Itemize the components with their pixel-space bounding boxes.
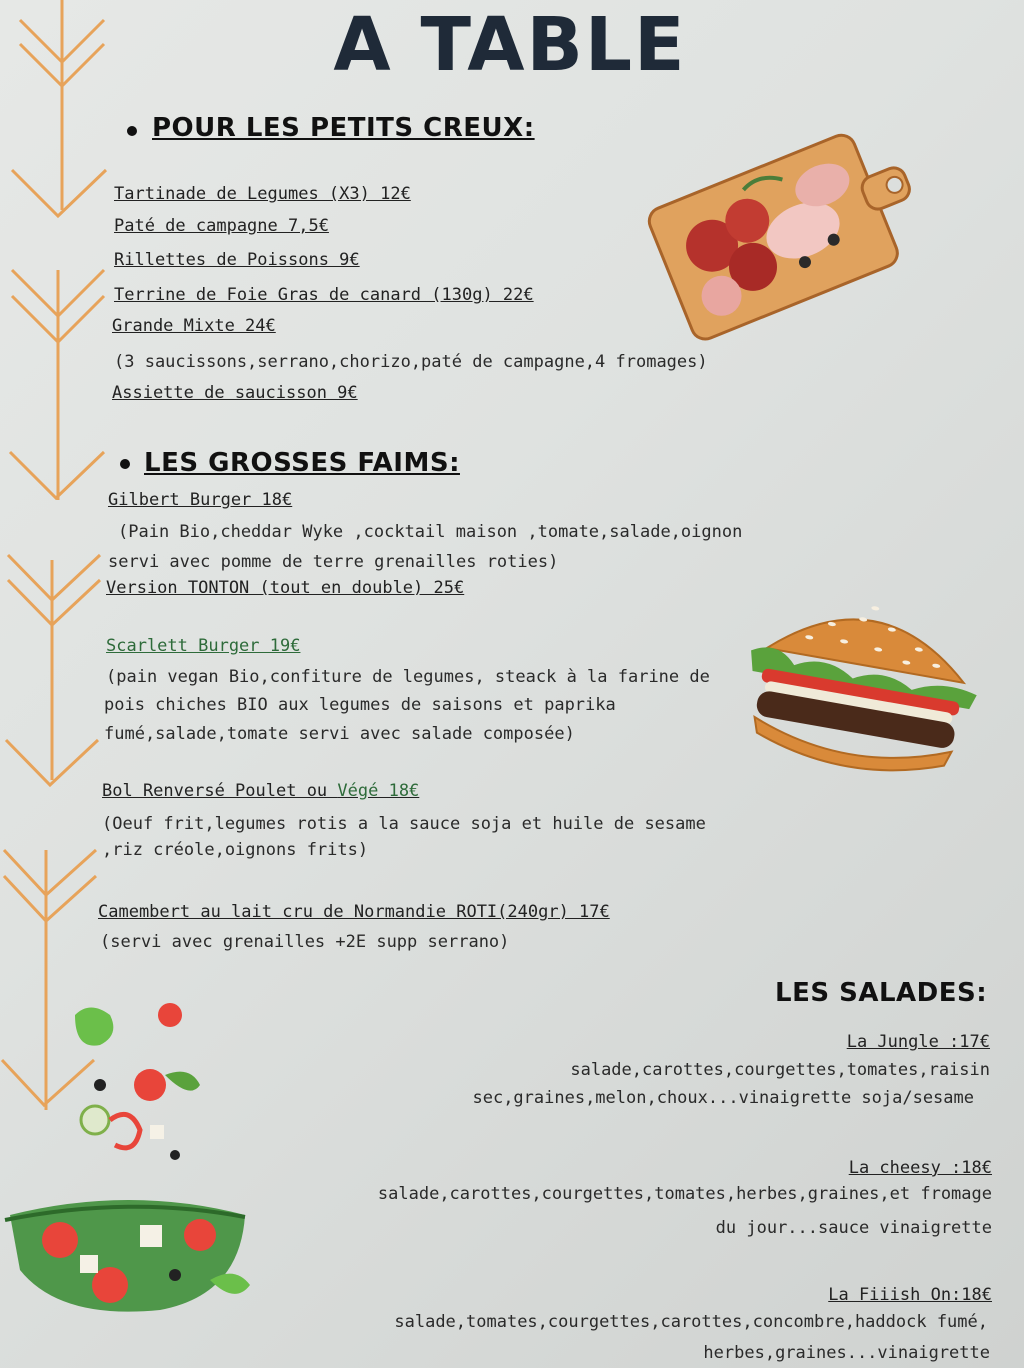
menu-item: La Fiiish On:18€: [828, 1285, 992, 1305]
item-description: (pain vegan Bio,confiture de legumes, steack à la farine de: [106, 667, 710, 687]
menu-item: Version TONTON (tout en double) 25€: [106, 578, 465, 598]
section-title-grosses-faims: LES GROSSES FAIMS:: [144, 448, 460, 478]
item-description: (3 saucissons,serrano,chorizo,paté de campagne,4 fromages): [114, 352, 708, 372]
burger-icon: [730, 585, 990, 805]
bol-name-end: Végé 18€: [337, 781, 420, 801]
menu-item: Rillettes de Poissons 9€: [114, 250, 360, 270]
bullet-icon: [120, 459, 130, 469]
menu-item: Gilbert Burger 18€: [108, 490, 293, 510]
item-description: pois chiches BIO aux legumes de saisons et paprika: [104, 695, 616, 715]
item-description: (Pain Bio,cheddar Wyke ,cocktail maison ,tomate,salade,oignon: [118, 522, 743, 542]
menu-item: Camembert au lait cru de Normandie ROTI(240gr) 17€: [98, 902, 610, 922]
bol-name-start: Bol Renversé Poulet ou: [102, 781, 338, 801]
menu-title: A TABLE: [333, 2, 687, 88]
menu-item: Scarlett Burger 19€: [106, 636, 301, 656]
item-description: (servi avec grenailles +2E supp serrano): [100, 932, 510, 952]
item-description: sec,graines,melon,choux...vinaigrette soja/sesame: [472, 1088, 974, 1108]
menu-item: Grande Mixte 24€: [112, 316, 276, 336]
item-description: (Oeuf frit,legumes rotis a la sauce soja et huile de sesame: [102, 814, 706, 834]
item-description: salade,tomates,courgettes,carottes,concombre,haddock fumé,: [394, 1312, 988, 1332]
item-description: fumé,salade,tomate servi avec salade composée): [104, 724, 575, 744]
menu-item: La cheesy :18€: [848, 1158, 992, 1178]
menu-item: Paté de campagne 7,5€: [114, 216, 329, 236]
menu-item: La Jungle :17€: [846, 1032, 990, 1052]
item-description: salade,carottes,courgettes,tomates,herbes,graines,et fromage: [377, 1184, 992, 1204]
charcuterie-board-icon: [640, 105, 940, 345]
salad-bowl-icon: [0, 995, 260, 1335]
menu-item: [102, 781, 419, 801]
menu-item: Tartinade de Legumes (X3) 12€: [114, 184, 411, 204]
item-description: du jour...sauce vinaigrette: [715, 1218, 992, 1238]
item-description: ,riz créole,oignons frits): [102, 840, 369, 860]
bullet-icon: [127, 126, 137, 136]
menu-item: Assiette de saucisson 9€: [112, 383, 358, 403]
menu-item: Terrine de Foie Gras de canard (130g) 22€: [114, 285, 534, 305]
item-description: servi avec pomme de terre grenailles roties): [108, 552, 559, 572]
item-description: salade,carottes,courgettes,tomates,raisin: [570, 1060, 990, 1080]
item-description: herbes,graines...vinaigrette: [703, 1343, 990, 1363]
section-title-petits-creux: POUR LES PETITS CREUX:: [152, 113, 535, 143]
section-title-salades: LES SALADES:: [775, 978, 988, 1008]
